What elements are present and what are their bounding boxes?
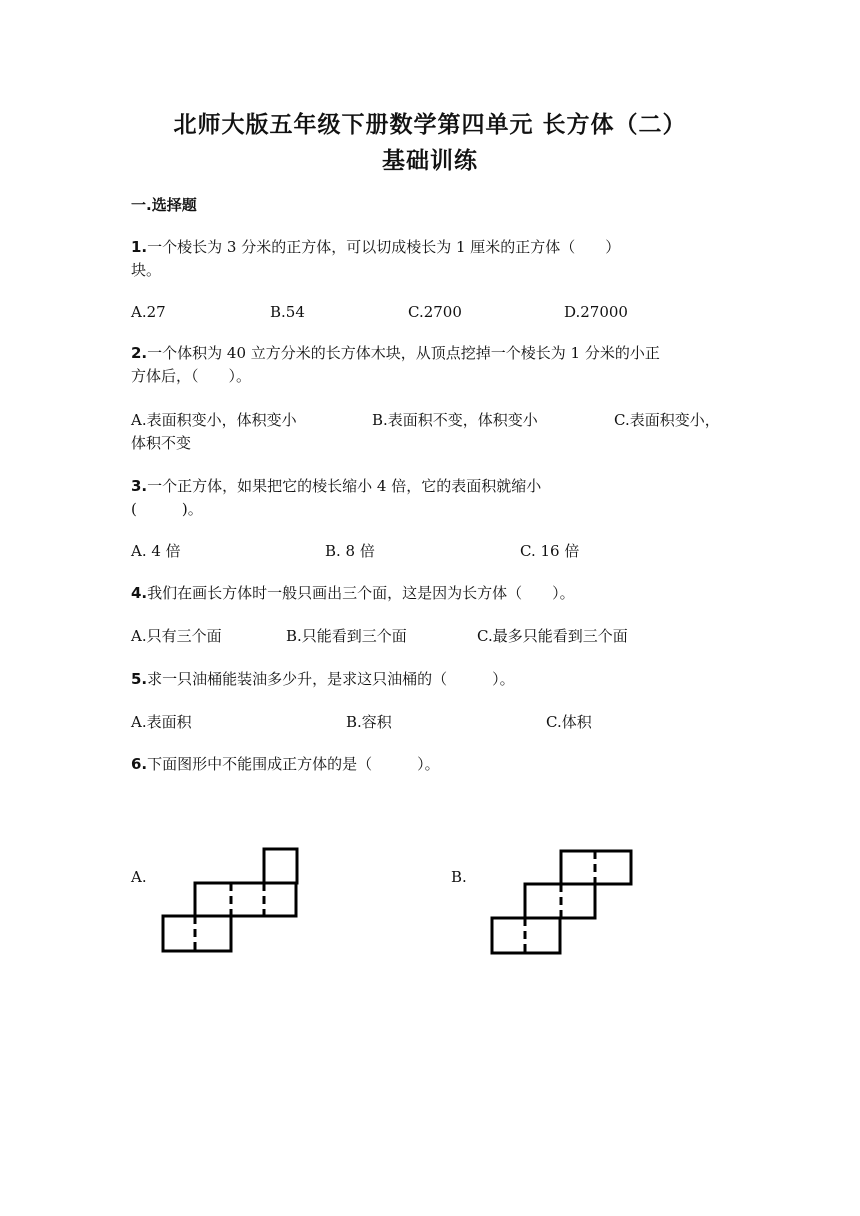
question-text: 一个体积为 40 立方分米的长方体木块，从顶点挖掉一个棱长为 1 分米的小正: [147, 344, 660, 362]
question-4: [131, 582, 731, 605]
question-number: 4.: [131, 584, 148, 602]
question-3-line1: [131, 475, 731, 498]
document-title-line1: 北师大版五年级下册数学第四单元 长方体（二）: [173, 112, 687, 138]
question-text: 求一只油桶能装油多少升，是求这只油桶的（ ）。: [147, 670, 515, 688]
q1-option-a[interactable]: A.27: [131, 303, 166, 321]
question-4-line1: [131, 582, 731, 605]
question-text: 一个正方体，如果把它的棱长缩小 4 倍，它的表面积就缩小: [147, 477, 542, 495]
question-5-line1: [131, 668, 731, 691]
question-number: 1.: [131, 238, 148, 256]
question-1-line1: [131, 236, 731, 259]
cube-net-a[interactable]: [158, 845, 303, 955]
question-1: [131, 236, 731, 282]
question-6-line1: [131, 753, 731, 776]
question-3-line2: ( )。: [131, 500, 203, 518]
q5-option-c[interactable]: C.体积: [546, 713, 592, 731]
question-1-line2: 块。: [131, 261, 162, 279]
q1-option-d[interactable]: D.27000: [564, 303, 628, 321]
net-a-middle-row: [195, 883, 296, 916]
section-heading: 一.选择题: [131, 196, 197, 214]
cube-net-b[interactable]: [487, 847, 637, 957]
q2-option-c[interactable]: C.表面积变小，: [614, 411, 720, 429]
question-6: [131, 753, 731, 776]
question-number: 2.: [131, 344, 148, 362]
q5-option-b[interactable]: B.容积: [346, 713, 392, 731]
question-2-line2: 方体后，（ ）。: [131, 367, 252, 385]
figure-b-label[interactable]: B.: [451, 868, 467, 886]
question-5: [131, 668, 731, 691]
q5-option-a[interactable]: A.表面积: [131, 713, 192, 731]
question-3: [131, 475, 731, 521]
q2-option-a[interactable]: A.表面积变小，体积变小: [131, 411, 297, 429]
question-number: 6.: [131, 755, 148, 773]
q4-option-b[interactable]: B.只能看到三个面: [286, 627, 407, 645]
question-2: [131, 342, 731, 388]
question-text: 我们在画长方体时一般只画出三个面，这是因为长方体（ ）。: [147, 584, 575, 602]
q3-option-a[interactable]: A. 4 倍: [131, 542, 181, 560]
net-a-top-square: [264, 849, 297, 883]
q1-option-b[interactable]: B.54: [270, 303, 305, 321]
q3-option-c[interactable]: C. 16 倍: [520, 542, 580, 560]
q3-option-b[interactable]: B. 8 倍: [325, 542, 375, 560]
question-text: 下面图形中不能围成正方体的是（ ）。: [147, 755, 440, 773]
q2-option-b[interactable]: B.表面积不变，体积变小: [372, 411, 538, 429]
q4-option-c[interactable]: C.最多只能看到三个面: [477, 627, 628, 645]
question-number: 5.: [131, 670, 148, 688]
net-a-bottom-row: [163, 916, 231, 951]
question-2-line1: [131, 342, 731, 365]
document-title-line2: 基础训练: [382, 148, 478, 174]
question-number: 3.: [131, 477, 148, 495]
q1-option-c[interactable]: C.2700: [408, 303, 462, 321]
figure-a-label[interactable]: A.: [131, 868, 147, 886]
q2-option-c-continued: 体积不变: [131, 434, 192, 452]
q4-option-a[interactable]: A.只有三个面: [131, 627, 222, 645]
question-text: 一个棱长为 3 分米的正方体，可以切成棱长为 1 厘米的正方体（ ）: [147, 238, 621, 256]
